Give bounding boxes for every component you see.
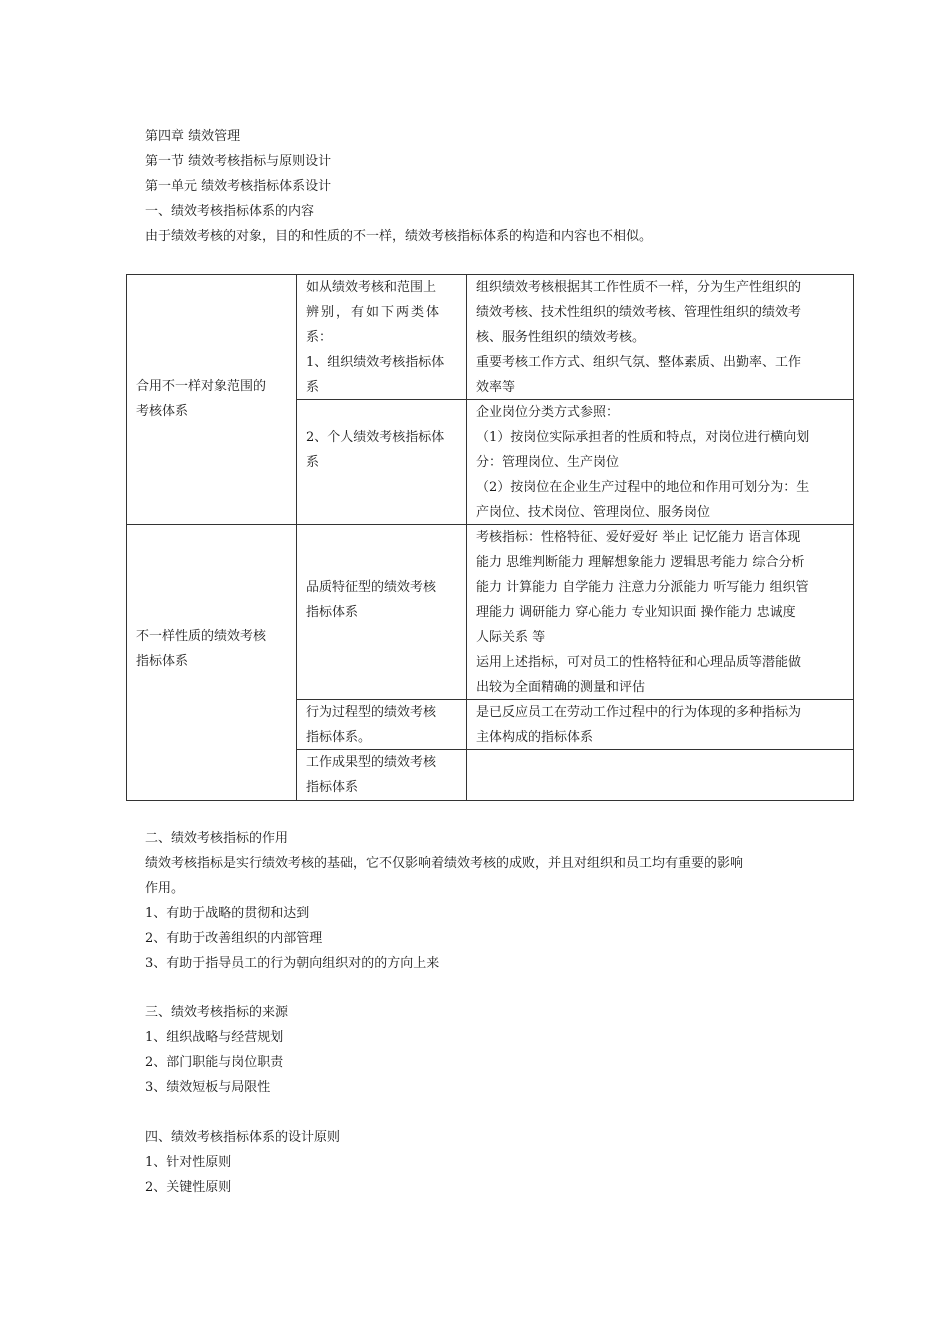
cell-line: 重要考核工作方式、组织气氛、整体素质、出勤率、工作 [476,355,802,370]
intro-paragraph: 由于绩效考核的对象，目的和性质的不一样，绩效考核指标体系的构造和内容也不相似。 [145,229,653,244]
table-cell-category [297,700,466,750]
list-item: 1、针对性原则 [145,1155,232,1170]
cell-line: 系： [306,330,333,345]
role-paragraph-line: 绩效考核指标是实行绩效考核的基础，它不仅影响着绩效考核的成败，并且对组织和员工均有重要的影响 [145,856,744,871]
cell-line: 品质特征型的绩效考核 [306,580,437,595]
table-cell-description [467,525,853,700]
list-item: 3、有助于指导员工的行为朝向组织对的的方向上来 [145,956,440,971]
cell-line: 主体构成的指标体系 [476,730,594,745]
cell-line: 产岗位、技术岗位、管理岗位、服务岗位 [476,505,711,520]
group-label-line: 指标体系 [136,654,189,669]
cell-line: 辨别，有如下两类体 [306,305,442,320]
table-cell-description [467,400,853,525]
group-label-line: 不一样性质的绩效考核 [136,629,267,644]
list-item: 2、关键性原则 [145,1180,232,1195]
cell-line: 指标体系 [306,780,359,795]
group-label-line: 合用不一样对象范围的 [136,379,267,394]
cell-line: 能力 计算能力 自学能力 注意力分派能力 听写能力 组织管 [476,580,809,595]
cell-line: 2、个人绩效考核指标体 [306,430,445,445]
indicator-system-table [126,274,854,801]
table-cell-description [467,275,853,400]
table-cell-category [297,275,466,400]
cell-line: 如从绩效考核和范围上 [306,280,437,295]
table-cell-category [297,425,466,475]
list-item: 3、绩效短板与局限性 [145,1080,271,1095]
cell-line: 理能力 调研能力 穿心能力 专业知识面 操作能力 忠诚度 [476,605,796,620]
cell-line: 出较为全面精确的测量和评估 [476,680,646,695]
cell-line: 企业岗位分类方式参照： [476,405,620,420]
cell-line: 效率等 [476,380,516,395]
heading-source: 三、绩效考核指标的来源 [145,1005,289,1020]
cell-line: （1）按岗位实际承担者的性质和特点，对岗位进行横向划 [476,430,810,445]
table-cell-category [297,750,466,800]
cell-line: 人际关系 等 [476,630,546,645]
cell-line: 分：管理岗位、生产岗位 [476,455,620,470]
table-group-label [127,374,296,424]
cell-line: 工作成果型的绩效考核 [306,755,437,770]
list-item: 1、组织战略与经营规划 [145,1030,284,1045]
list-item: 2、部门职能与岗位职责 [145,1055,284,1070]
cell-line: 系 [306,380,320,395]
heading-content: 一、绩效考核指标体系的内容 [145,204,315,219]
role-paragraph-line: 作用。 [145,881,185,896]
cell-line: 核、服务性组织的绩效考核。 [476,330,646,345]
heading-role: 二、绩效考核指标的作用 [145,831,289,846]
table-cell-category [297,575,466,625]
list-item: 2、有助于改善组织的内部管理 [145,931,323,946]
cell-line: 考核指标：性格特征、爱好爱好 举止 记忆能力 语言体现 [476,530,801,545]
cell-line: 行为过程型的绩效考核 [306,705,437,720]
cell-line: 能力 思维判断能力 理解想象能力 逻辑思考能力 综合分析 [476,555,805,570]
table-group-label [127,624,296,674]
cell-line: 组织绩效考核根据其工作性质不一样，分为生产性组织的 [476,280,802,295]
heading-principles: 四、绩效考核指标体系的设计原则 [145,1130,341,1145]
cell-line: （2）按岗位在企业生产过程中的地位和作用可划分为：生 [476,480,810,495]
cell-line: 指标体系 [306,605,359,620]
cell-line: 系 [306,455,320,470]
table-cell-description [467,700,853,750]
cell-line: 指标体系。 [306,730,372,745]
unit-title: 第一单元 绩效考核指标体系设计 [145,179,332,194]
group-label-line: 考核体系 [136,404,189,419]
list-item: 1、有助于战略的贯彻和达到 [145,906,310,921]
cell-line: 1、组织绩效考核指标体 [306,355,445,370]
cell-line: 绩效考核、技术性组织的绩效考核、管理性组织的绩效考 [476,305,802,320]
cell-line: 运用上述指标，可对员工的性格特征和心理品质等潜能做 [476,655,802,670]
cell-line: 是已反应员工在劳动工作过程中的行为体现的多种指标为 [476,705,802,720]
chapter-title: 第四章 绩效管理 [145,129,241,144]
section-title: 第一节 绩效考核指标与原则设计 [145,154,332,169]
